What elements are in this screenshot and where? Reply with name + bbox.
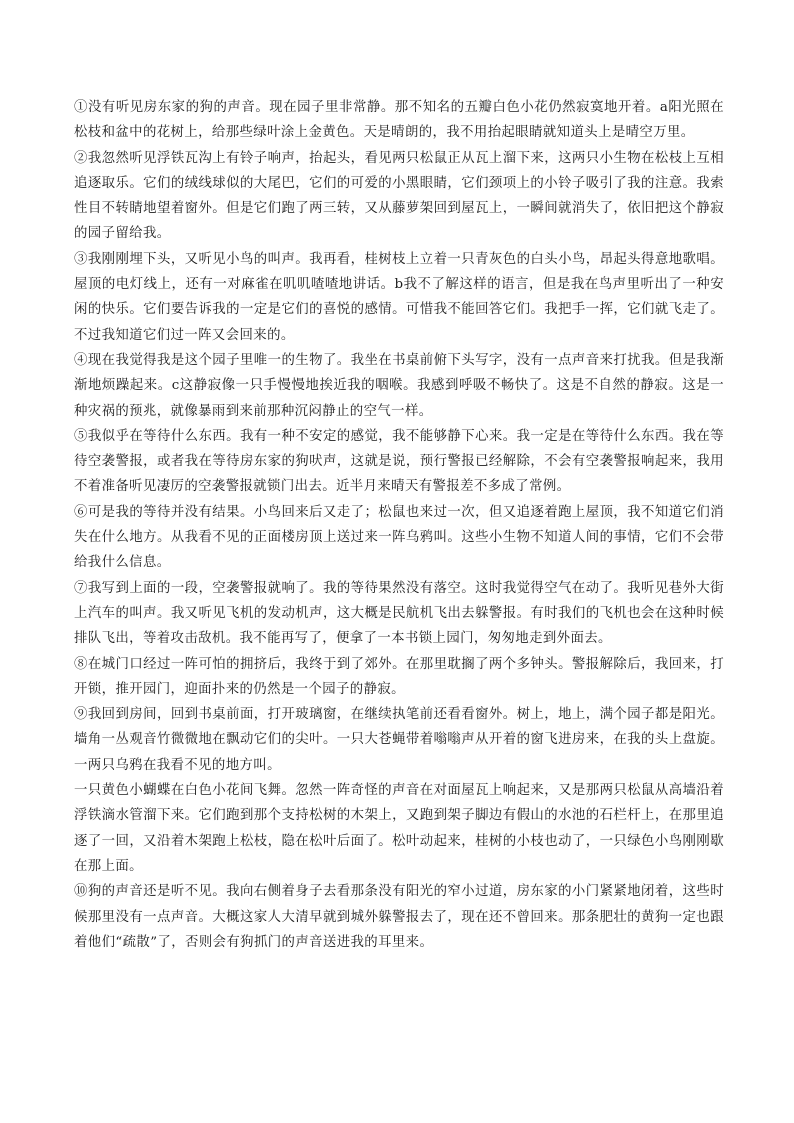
- paragraph-4: ④现在我觉得我是这个园子里唯一的生物了。我坐在书桌前俯下头写字，没有一点声音来打扰我。但是我渐渐地烦躁起来。c这静寂像一只手慢慢地挨近我的咽喉。我感到呼吸不畅快了。这是不自然的静寂。这是一种灾祸的预兆，就像暴雨到来前那种沉闷静止的空气一样。: [74, 352, 724, 419]
- paragraph-9: ⑨我回到房间，回到书桌前面，打开玻璃窗，在继续执笔前还看看窗外。树上，地上，满个园子都是阳光。墙角一丛观音竹微微地在飘动它们的尖叶。一只大苍蝇带着嗡嗡声从开着的窗飞进房来，在我的头上盘旋。一两只乌鸦在我看不见的地方叫。: [74, 707, 724, 773]
- paragraph-6: ⑥可是我的等待并没有结果。小鸟回来后又走了；松鼠也来过一次，但又追逐着跑上屋顶，我不知道它们消失在什么地方。从我看不见的正面楼房顶上送过来一阵乌鸦叫。这些小生物不知道人间的事情，它们不会带给我什么信息。: [74, 504, 724, 571]
- document-page: [74, 95, 724, 955]
- paragraph-5: ⑤我似乎在等待什么东西。我有一种不安定的感觉，我不能够静下心来。我一定是在等待什么东西。我在等待空袭警报，或者我在等待房东家的狗吠声，这就是说，预行警报已经解除，不会有空袭警报响起来，我用不着准备听见凄厉的空袭警报就锁门出去。近半月来晴天有警报差不多成了常例。: [74, 428, 724, 495]
- paragraph-8: ⑧在城门口经过一阵可怕的拥挤后，我终于到了郊外。在那里耽搁了两个多钟头。警报解除后，我回来，打开锁，推开园门，迎面扑来的仍然是一个园子的静寂。: [74, 656, 724, 697]
- paragraph-10: ⑩狗的声音还是听不见。我向右侧着身子去看那条没有阳光的窄小过道，房东家的小门紧紧地闭着，这些时候那里没有一点声音。大概这家人大清早就到城外躲警报去了，现在还不曾回来。那条肥壮的黄狗一定也跟着他们“疏散”了，否则会有狗抓门的声音送进我的耳里来。: [74, 884, 724, 950]
- paragraph-7: ⑦我写到上面的一段，空袭警报就响了。我的等待果然没有落空。这时我觉得空气在动了。我听见巷外大街上汽车的叫声。我又听见飞机的发动机声，这大概是民航机飞出去躲警报。有时我们的飞机也会在这种时候排队飞出，等着攻击敌机。我不能再写了，便拿了一本书锁上园门，匆匆地走到外面去。: [74, 580, 724, 647]
- paragraph-3: ③我刚刚埋下头，又听见小鸟的叫声。我再看，桂树枝上立着一只青灰色的白头小鸟，昂起头得意地歌唱。屋顶的电灯线上，还有一对麻雀在叽叽喳喳地讲话。b我不了解这样的语言，但是我在鸟声里听出了一种安闲的快乐。它们要告诉我的一定是它们的喜悦的感情。可惜我不能回答它们。我把手一挥，它们就飞走了。不过我知道它们过一阵又会回来的。: [74, 251, 724, 343]
- paragraph-9-continued: 一只黄色小蝴蝶在白色小花间飞舞。忽然一阵奇怪的声音在对面屋瓦上响起来，又是那两只松鼠从高墙沿着浮铁滴水管溜下来。它们跑到那个支持松树的木架上，又跑到架子脚边有假山的水池的石栏杆上，在那里追逐了一回，又沿着木架跑上松枝，隐在松叶后面了。松叶动起来，桂树的小枝也动了，一只绿色小鸟刚刚歇在那上面。: [74, 783, 724, 874]
- paragraph-2: ②我忽然听见浮铁瓦沟上有铃子响声，抬起头，看见两只松鼠正从瓦上溜下来，这两只小生物在松枝上互相追逐取乐。它们的绒线球似的大尾巴，它们的可爱的小黑眼睛，它们颈项上的小铃子吸引了我的注意。我索性目不转睛地望着窗外。但是它们跑了两三转，又从藤萝架回到屋瓦上，一瞬间就消失了，依旧把这个静寂的园子留给我。: [74, 150, 724, 242]
- paragraph-1: ①没有听见房东家的狗的声音。现在园子里非常静。那不知名的五瓣白色小花仍然寂寞地开着。a阳光照在松枝和盆中的花树上，给那些绿叶涂上金黄色。天是晴朗的，我不用抬起眼睛就知道头上是晴空万里。: [74, 100, 724, 141]
